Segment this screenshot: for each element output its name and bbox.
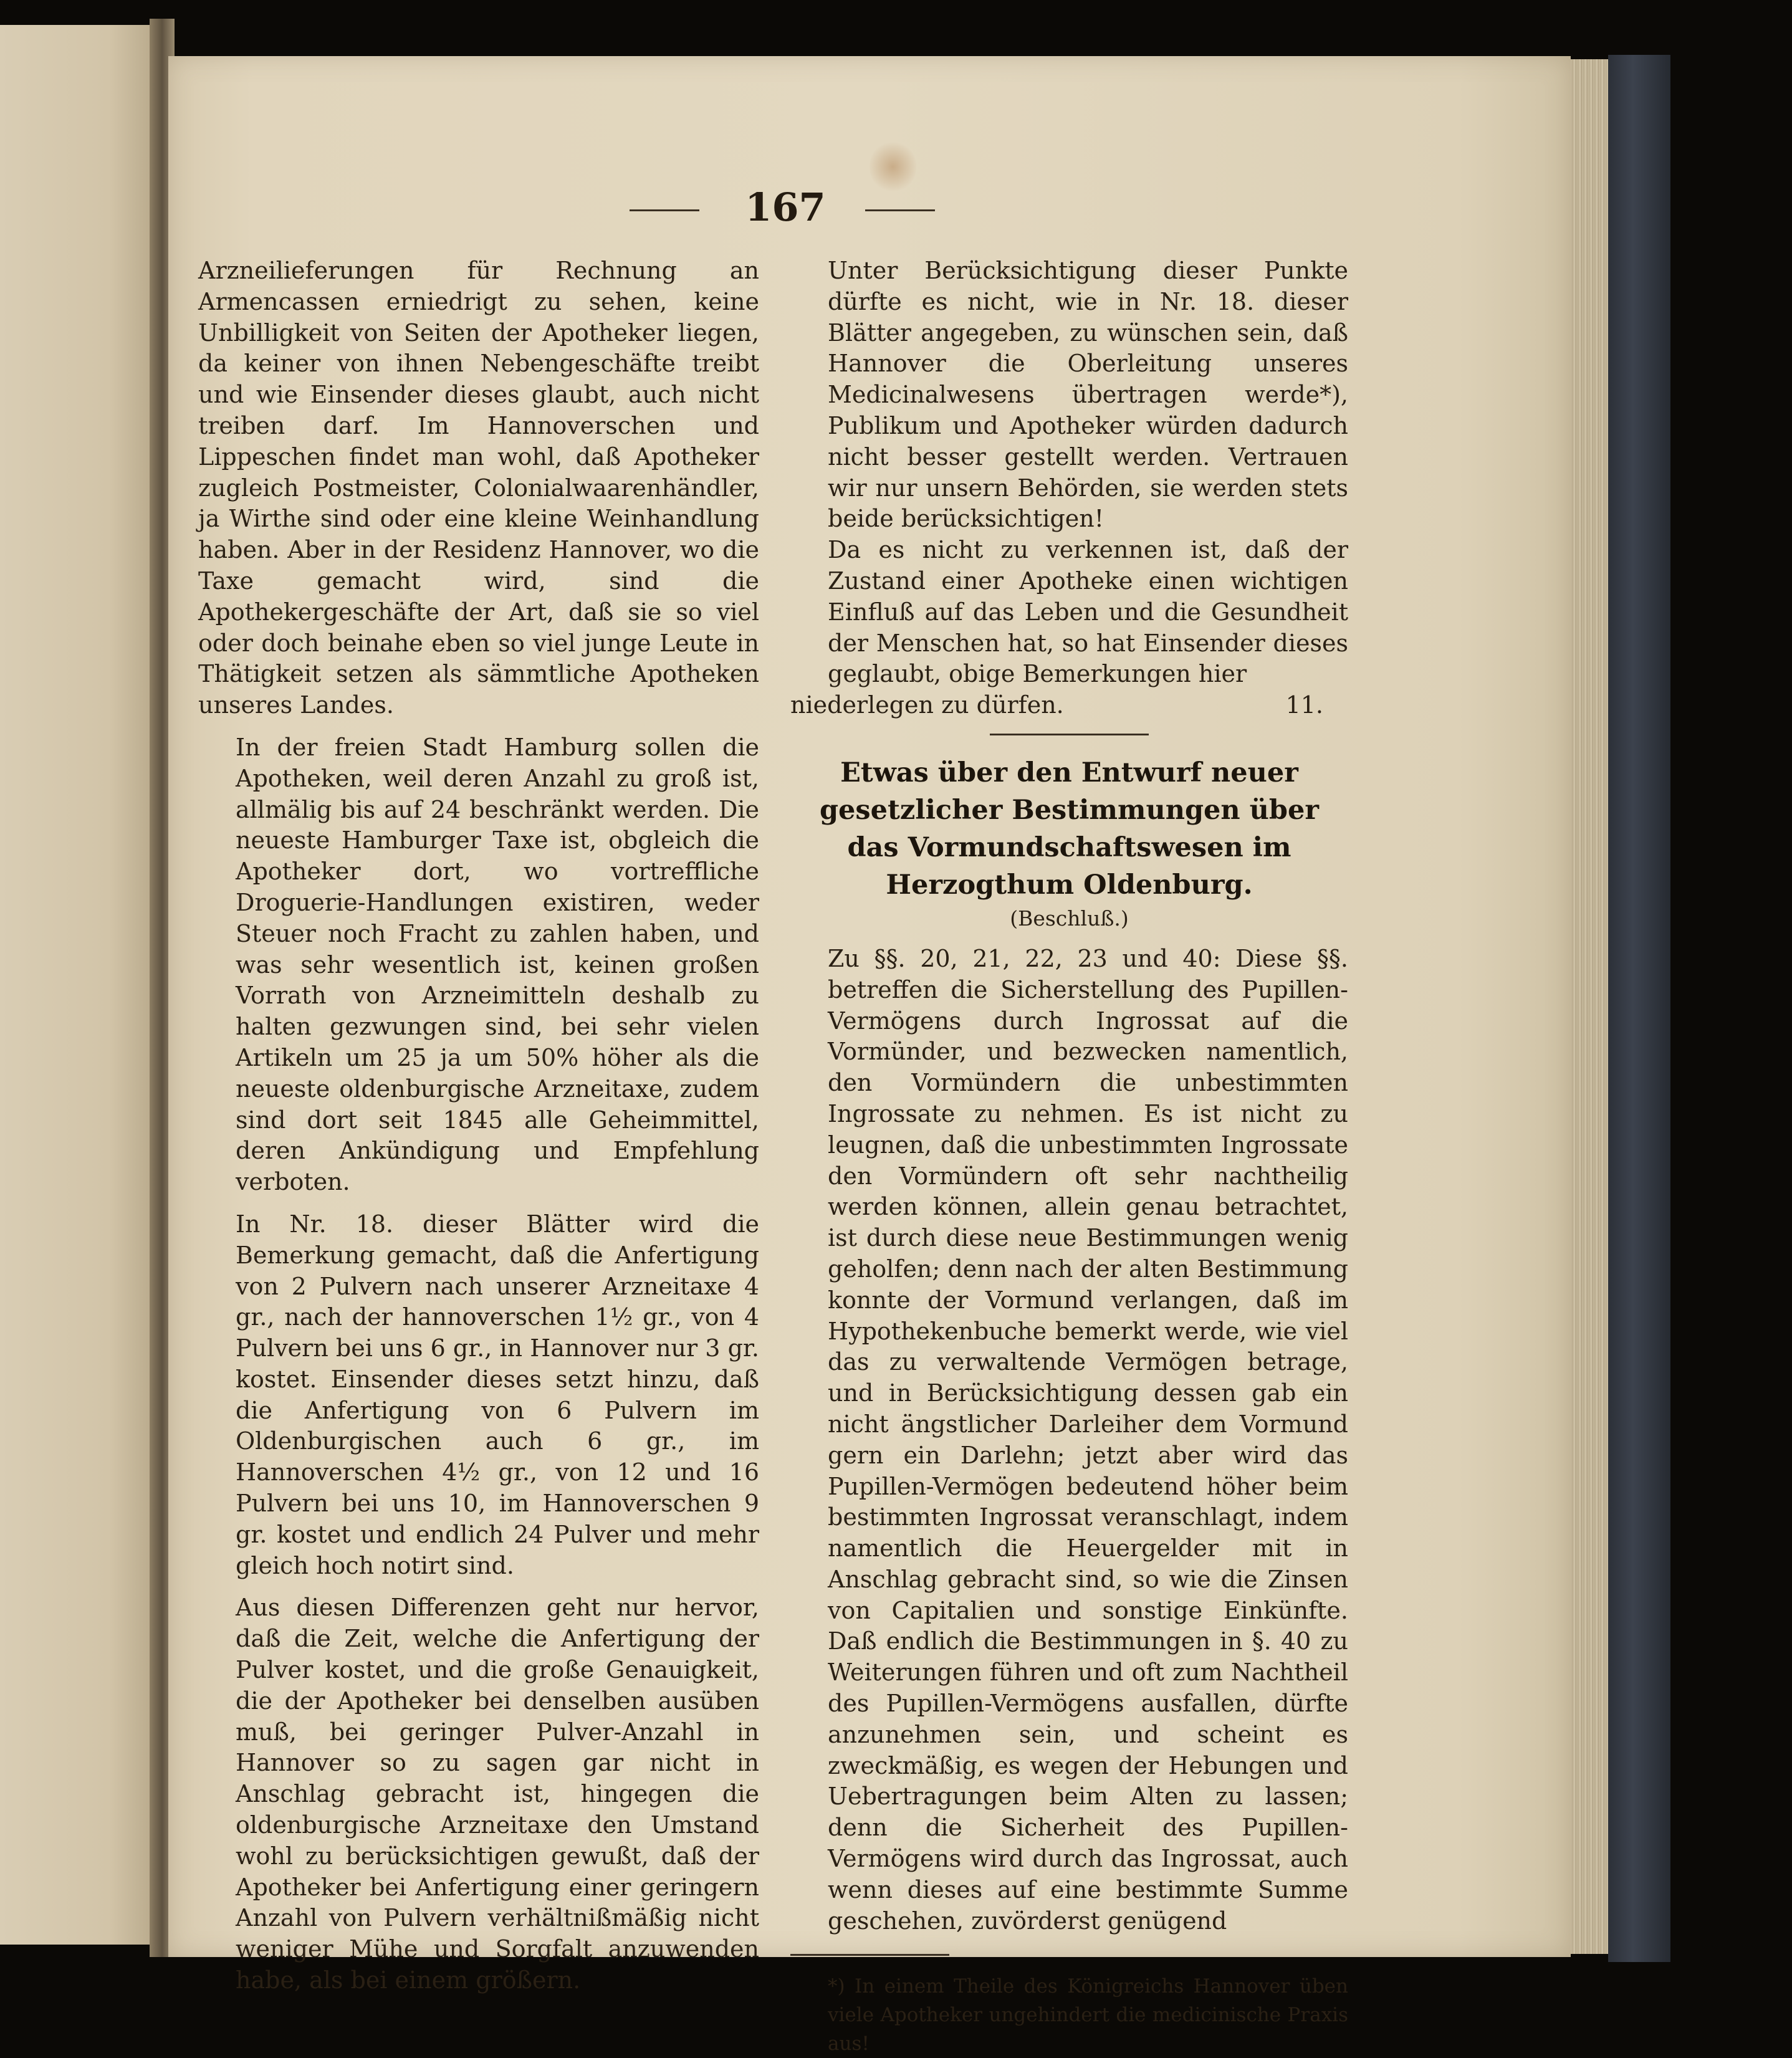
paper-stain [870,140,916,193]
right-column [790,256,1348,2058]
left-paragraph-2: In der freien Stadt Hamburg sollen die Apotheken, weil deren Anzahl zu groß ist, allmälig bis auf 24 beschränkt werden. Die neueste Hamburger Taxe ist, obgleich die Apotheker dort, wo vortreffliche Droguerie-Handlungen existiren, weder Steuer noch Fracht zu zahlen haben, und was sehr wesentlich ist, keinen großen Vorrath von Arzneimitteln deshalb zu halten gezwungen sind, bei sehr vielen Artikeln um 25 ja um 50% höher als die neueste oldenburgische Arzneitaxe, zudem sind dort seit 1845 alle Geheimmittel, deren Ankündigung und Empfehlung verboten. [236,733,759,1196]
book-cover [1608,55,1670,1962]
section-divider [990,734,1149,735]
closing-line: niederlegen zu dürfen. [790,691,1064,719]
left-paragraph-1: Arzneilieferungen für Rechnung an Armencassen erniedrigt zu sehen, keine Unbilligkeit von Seiten der Apotheker liegen, da keiner von ihnen Nebengeschäfte treibt und wie Einsender dieses glaubt, auch nicht treiben darf. Im Hannoverschen und Lippeschen findet man wohl, daß Apotheker zugleich Postmeister, Colonialwaarenhändler, ja Wirthe sind oder eine kleine Weinhandlung haben. Aber in der Residenz Hannover, wo die Taxe gemacht wird, sind die Apothekergeschäfte der Art, daß sie so viel oder doch beinahe eben so viel junge Leute in Thätigkeit setzen als sämmtliche Apotheken unseres Landes. [198,257,759,719]
page-number: 167 [745,184,826,230]
right-paragraph-1: Unter Berücksichtigung dieser Punkte dürfte es nicht, wie in Nr. 18. dieser Blätter angegeben, zu wünschen sein, daß Hannover die Oberleitung unseres Medicinalwesens übertragen werde*), Publikum und Apotheker würden dadurch nicht besser gestellt werden. Vertrauen wir nur unsern Behörden, sie werden stets beide berücksichtigen! [828,257,1348,533]
article-paragraph: Zu §§. 20, 21, 22, 23 und 40: Diese §§. betreffen die Sicherstellung des Pupillen-Vermögens durch Ingrossat auf die Vormünder, und bezwecken namentlich, den Vormündern die unbestimmten Ingrossate zu nehmen. Es ist nicht zu leugnen, daß die unbestimmten Ingrossate den Vormündern oft sehr nachtheilig werden können, allein genau betrachtet, ist durch diese neue Bestimmungen wenig geholfen; denn nach der alten Bestimmung konnte der Vormund verlangen, daß im Hypothekenbuche bemerkt werde, wie viel das zu verwaltende Vermögen betrage, und in Berücksichtigung dessen gab ein nicht ängstlicher Darleiher dem Vormund gern ein Darlehn; jetzt aber wird das Pupillen-Vermögen bedeutend höher beim bestimmten Ingrossat veranschlagt, indem namentlich die Heuergelder mit in Anschlag gebracht sind, so wie die Zinsen von Capitalien und sonstige Einkünfte. Daß endlich die Bestimmungen in §. 40 zu Weiterungen führen und oft zum Nachtheil des Pupillen-Vermögens ausfallen, dürfte anzunehmen sein, und scheint es zweckmäßig, es wegen der Hebungen und Uebertragungen beim Alten zu lassen; denn die Sicherheit des Pupillen-Vermögens wird durch das Ingrossat, auch wenn dieses auf eine bestimmte Summe geschehen, zuvörderst genügend [828,944,1348,1935]
left-paragraph-4: Aus diesen Differenzen geht nur hervor, daß die Zeit, welche die Anfertigung der Pulver kostet, und die große Genauigkeit, die der Apotheker bei denselben ausüben muß, bei geringer Pulver-Anzahl in Hannover so zu sagen gar nicht in Anschlag gebracht ist, hingegen die oldenburgische Arzneitaxe den Umstand wohl zu berücksichtigen gewußt, daß der Apotheker bei Anfertigung einer geringern Anzahl von Pulvern verhältnißmäßig nicht weniger Mühe und Sorgfalt anzuwenden habe, als bei einem größern. [236,1594,759,1994]
header-rule-left [630,209,699,211]
article-subtitle: (Beschluß.) [1010,906,1129,931]
right-paragraph-2: Da es nicht zu verkennen ist, daß der Zustand einer Apotheke einen wichtigen Einfluß auf das Leben und die Gesundheit der Menschen hat, so hat Einsender dieses geglaubt, obige Bemerkungen hier [828,536,1348,688]
page-block-edges [1571,59,1608,1954]
left-column [198,256,759,1996]
facing-page-edge [0,25,156,1945]
article-title: Etwas über den Entwurf neuer gesetzlicher Bestimmungen über das Vormundschaftswesen im Herzogthum Oldenburg. [819,757,1319,901]
footnote-divider [790,1954,949,1956]
left-paragraph-3: In Nr. 18. dieser Blätter wird die Bemerkung gemacht, daß die Anfertigung von 2 Pulvern nach unserer Arzneitaxe 4 gr., nach der hannoverschen 1½ gr., von 4 Pulvern bei uns 6 gr., in Hannover nur 3 gr. kostet. Einsender dieses setzt hinzu, daß die Anfertigung von 6 Pulvern im Oldenburgischen auch 6 gr., im Hannoverschen 4½ gr., von 12 und 16 Pulvern bei uns 10, im Hannoverschen 9 gr. kostet und endlich 24 Pulver und mehr gleich hoch notirt sind. [236,1210,759,1579]
header-rule-right [865,209,935,211]
footnote: *) In einem Theile des Königreichs Hannover üben viele Apotheker ungehindert die medicinische Praxis aus! [828,1975,1348,2056]
signature: 11. [1285,691,1323,719]
closing-line-row [790,690,1348,721]
